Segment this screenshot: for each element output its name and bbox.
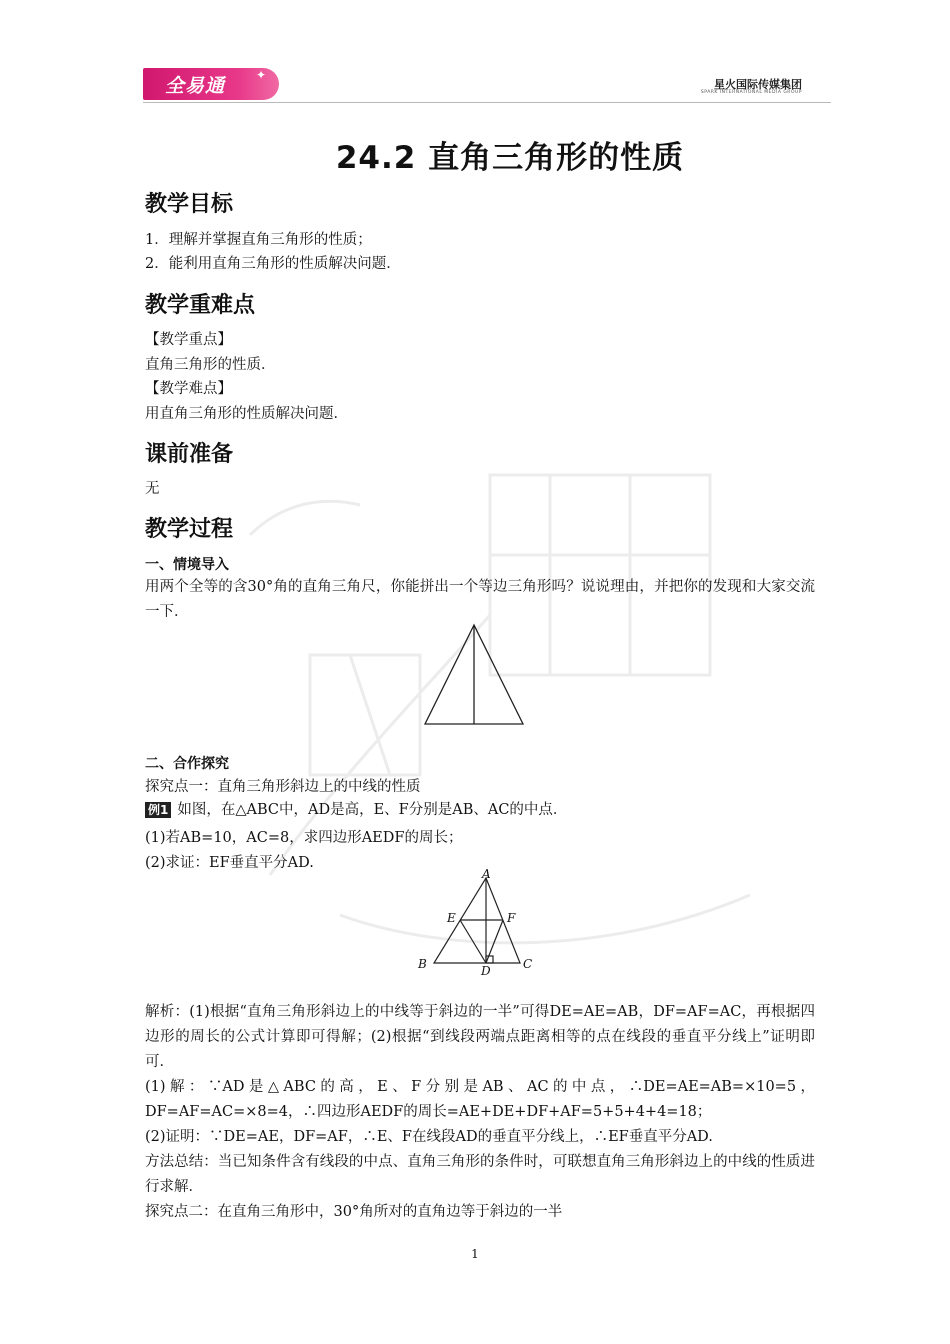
example-1 xyxy=(145,798,567,822)
method-summary: 方法总结：当已知条件含有线段的中点、直角三角形的条件时，可联想直角三角形斜边上的中线的性质进行求解． xyxy=(145,1154,815,1195)
label-c: C xyxy=(523,957,533,971)
section-heading-process: 教学过程 xyxy=(145,517,234,542)
question-1: (1)若AB=10，AC=8，求四边形AEDF的周长； xyxy=(145,830,463,846)
label-e: E xyxy=(447,911,456,925)
explore-point-1: 探究点一：直角三角形斜边上的中线的性质 xyxy=(145,779,421,795)
sparkle-icon: ✦ xyxy=(256,68,267,82)
publisher-name: 星火国际传媒集团 xyxy=(714,78,802,91)
header-divider xyxy=(143,102,831,103)
brand-logo-text: 全易通 xyxy=(165,75,226,97)
question-2: (2)求证：EF垂直平分AD. xyxy=(145,855,314,871)
difficulty-label: 【教学难点】 xyxy=(145,381,232,397)
publisher-name-en: SPARK INTERNATIONAL MEDIA GROUP xyxy=(700,90,802,95)
subheading-intro: 一、情境导入 xyxy=(145,557,229,573)
explore-point-2: 探究点二：在直角三角形中，30°角所对的直角边等于斜边的一半 xyxy=(145,1204,563,1220)
triangle-abc-figure xyxy=(410,868,540,980)
goal-item-1: 1．理解并掌握直角三角形的性质； xyxy=(145,232,372,248)
label-a: A xyxy=(482,868,491,881)
section-heading-prep: 课前准备 xyxy=(145,442,234,467)
label-d: D xyxy=(481,964,491,978)
subheading-explore: 二、合作探究 xyxy=(145,756,229,772)
section-heading-goals: 教学目标 xyxy=(145,192,234,217)
difficulty-text: 用直角三角形的性质解决问题． xyxy=(145,406,348,422)
page-number: 1 xyxy=(471,1247,479,1261)
equilateral-triangle-figure xyxy=(418,620,530,728)
goal-item-2: 2．能利用直角三角形的性质解决问题． xyxy=(145,256,401,272)
focus-label: 【教学重点】 xyxy=(145,332,232,348)
focus-text: 直角三角形的性质． xyxy=(145,357,276,373)
intro-text: 用两个全等的含30°角的直角三角尺，你能拼出一个等边三角形吗？说说理由，并把你的发现和大家交流一下． xyxy=(145,579,815,620)
segment-ed xyxy=(460,920,486,963)
label-f: F xyxy=(507,911,516,925)
section-heading-key-points: 教学重难点 xyxy=(145,293,256,318)
solution-2: (2)证明：∵DE=AE，DF=AF，∴E、F在线段AD的垂直平分线上，∴EF垂直平分AD. xyxy=(145,1129,713,1145)
analysis-text: 解析：(1)根据“直角三角形斜边上的中线等于斜边的一半”可得DE=AE=AB，DF=AF=AC，再根据四边形的周长的公式计算即可得解；(2)根据“到线段两端点距离相等的点在线段的垂直平分线上”证明即可． xyxy=(145,1004,815,1070)
page-title: 24.2 直角三角形的性质 xyxy=(335,140,685,176)
example-text: 如图，在△ABC中，AD是高，E、F分别是AB、AC的中点． xyxy=(177,802,568,818)
prep-text: 无 xyxy=(145,481,160,497)
solution-1: (1)解：∵AD是△ABC的高，E、F分别是AB、AC的中点，∴DE=AE=AB=×10=5，DF=AF=AC=×8=4，∴四边形AEDF的周长=AE+DE+DF+AF=5+5+4+4=18； xyxy=(145,1079,815,1120)
label-b: B xyxy=(418,957,427,971)
example-badge: 例1 xyxy=(145,802,171,818)
